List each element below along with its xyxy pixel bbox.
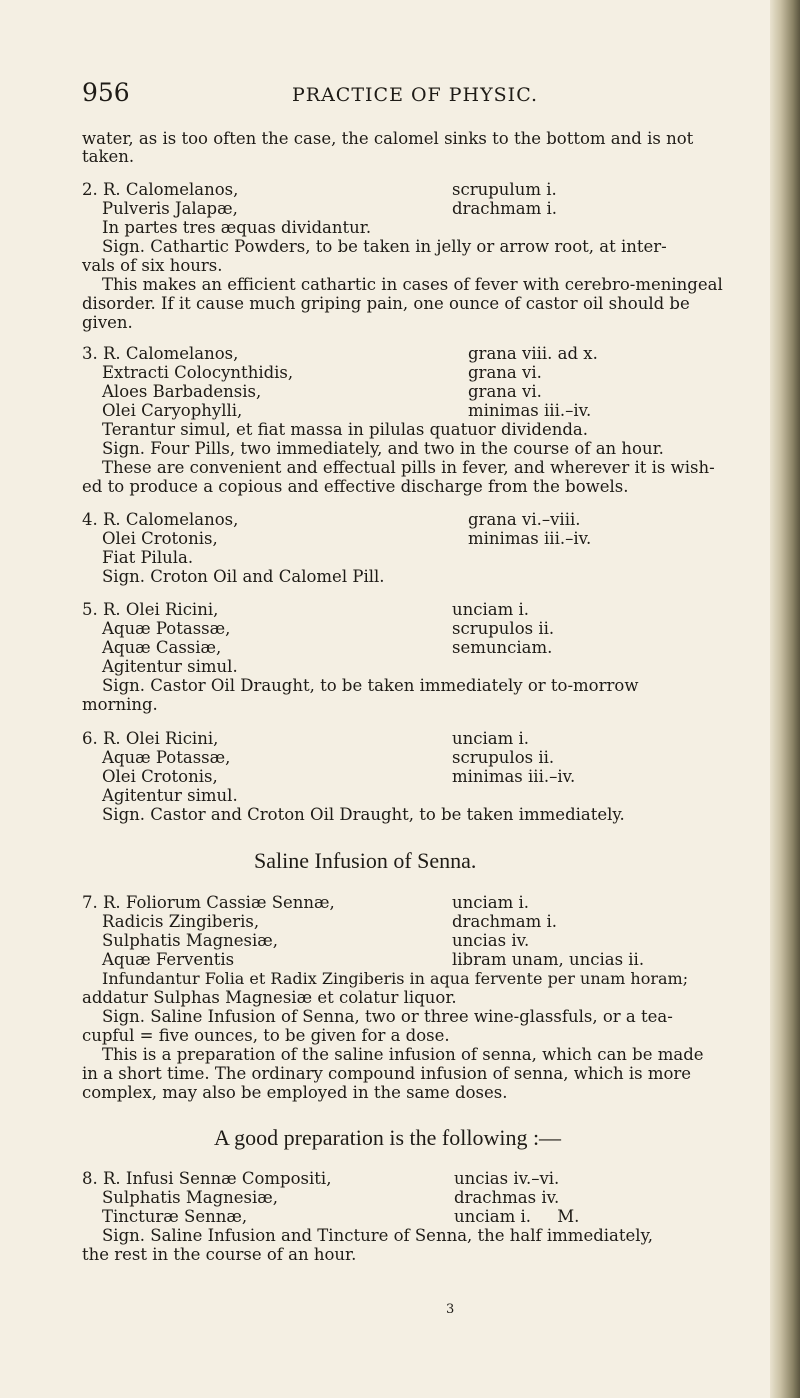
rx-ingredient: Aquæ Potassæ, [102, 619, 231, 638]
rx-ingredient: Aquæ Potassæ, [102, 748, 231, 767]
rx-ingredient: 7. R. Foliorum Cassiæ Sennæ, [82, 893, 335, 912]
text-line: These are convenient and effectual pills in fever, and wherever it is wish- [102, 458, 715, 477]
rx-ingredient: Sulphatis Magnesiæ, [102, 931, 279, 950]
rx-ingredient: 6. R. Olei Ricini, [82, 729, 219, 748]
text-line: disorder. If it cause much griping pain, one ounce of castor oil should be [82, 294, 690, 313]
rx-ingredient: 5. R. Olei Ricini, [82, 600, 219, 619]
text-line: water, as is too often the case, the calomel sinks to the bottom and is not [82, 129, 694, 148]
section-heading: A good preparation is the following :— [214, 1125, 562, 1150]
rx-dose: semunciam. [452, 638, 553, 657]
rx-dose: scrupulos ii. [452, 619, 555, 638]
text-line: This is a preparation of the saline infusion of senna, which can be made [102, 1045, 704, 1064]
text-line: Sign. Saline Infusion of Senna, two or three wine-glassfuls, or a tea- [102, 1007, 673, 1026]
text-line: cupful = five ounces, to be given for a dose. [82, 1026, 450, 1045]
text-line: In partes tres æquas dividantur. [102, 218, 372, 237]
running-head: PRACTICE OF PHYSIC. [292, 84, 539, 106]
rx-dose: unciam i. [452, 600, 530, 619]
page-header [82, 78, 762, 112]
rx-ingredient: Tincturæ Sennæ, [102, 1207, 248, 1226]
page-edge-shadow [770, 0, 800, 1398]
text-line: in a short time. The ordinary compound infusion of senna, which is more [82, 1064, 692, 1083]
rx-dose: unciam i. M. [454, 1207, 580, 1226]
text-line: Sign. Four Pills, two immediately, and two in the course of an hour. [102, 439, 664, 458]
rx-ingredient: Aloes Barbadensis, [102, 382, 262, 401]
text-line: This makes an efficient cathartic in cases of fever with cerebro-meningeal [102, 275, 723, 294]
rx-ingredient: 8. R. Infusi Sennæ Compositi, [82, 1169, 332, 1188]
rx-ingredient: Aquæ Ferventis [102, 950, 235, 969]
rx-dose: drachmam i. [452, 199, 558, 218]
rx-dose: libram unam, uncias ii. [452, 950, 645, 969]
rx-ingredient: 4. R. Calomelanos, [82, 510, 239, 529]
text-line: taken. [82, 147, 135, 166]
rx-ingredient: 3. R. Calomelanos, [82, 344, 239, 363]
rx-ingredient: Sulphatis Magnesiæ, [102, 1188, 279, 1207]
rx-dose: minimas iii.–iv. [468, 529, 592, 548]
text-line: Infundantur Folia et Radix Zingiberis in aqua fervente per unam horam; [102, 969, 689, 988]
rx-dose: minimas iii.–iv. [468, 401, 592, 420]
text-line: given. [82, 313, 133, 332]
rx-ingredient: Radicis Zingiberis, [102, 912, 260, 931]
text-line: Sign. Saline Infusion and Tincture of Senna, the half immediately, [102, 1226, 653, 1245]
rx-dose: grana viii. ad x. [468, 344, 598, 363]
text-line: the rest in the course of an hour. [82, 1245, 357, 1264]
rx-dose: unciam i. [452, 893, 530, 912]
rx-dose: unciam i. [452, 729, 530, 748]
rx-ingredient: Aquæ Cassiæ, [102, 638, 222, 657]
rx-dose: uncias iv.–vi. [454, 1169, 560, 1188]
page-number: 956 [82, 78, 130, 107]
rx-dose: minimas iii.–iv. [452, 767, 576, 786]
rx-dose: drachmam i. [452, 912, 558, 931]
text-line: Sign. Castor and Croton Oil Draught, to be taken immediately. [102, 805, 625, 824]
text-line: ed to produce a copious and effective discharge from the bowels. [82, 477, 629, 496]
rx-dose: scrupulos ii. [452, 748, 555, 767]
text-line: Sign. Croton Oil and Calomel Pill. [102, 567, 385, 586]
text-line: morning. [82, 695, 158, 714]
text-line: Sign. Castor Oil Draught, to be taken immediately or to-morrow [102, 676, 639, 695]
rx-dose: grana vi.–viii. [468, 510, 581, 529]
text-line: Sign. Cathartic Powders, to be taken in jelly or arrow root, at inter- [102, 237, 667, 256]
rx-dose: drachmas iv. [454, 1188, 560, 1207]
text-line: vals of six hours. [82, 256, 223, 275]
text-line: Fiat Pilula. [102, 548, 194, 567]
rx-dose: scrupulum i. [452, 180, 557, 199]
text-line: complex, may also be employed in the same doses. [82, 1083, 508, 1102]
rx-dose: grana vi. [468, 382, 542, 401]
text-line: Terantur simul, et fiat massa in pilulas quatuor dividenda. [102, 420, 588, 439]
text-line: Agitentur simul. [102, 786, 238, 805]
signature-mark: 3 [446, 1302, 455, 1317]
rx-ingredient: Olei Crotonis, [102, 529, 218, 548]
rx-ingredient: 2. R. Calomelanos, [82, 180, 239, 199]
text-line: Agitentur simul. [102, 657, 238, 676]
section-heading: Saline Infusion of Senna. [254, 848, 477, 873]
rx-dose: grana vi. [468, 363, 542, 382]
rx-ingredient: Olei Crotonis, [102, 767, 218, 786]
rx-dose: uncias iv. [452, 931, 530, 950]
rx-ingredient: Olei Caryophylli, [102, 401, 243, 420]
rx-ingredient: Pulveris Jalapæ, [102, 199, 238, 218]
text-line: addatur Sulphas Magnesiæ et colatur liquor. [82, 988, 457, 1007]
rx-ingredient: Extracti Colocynthidis, [102, 363, 294, 382]
